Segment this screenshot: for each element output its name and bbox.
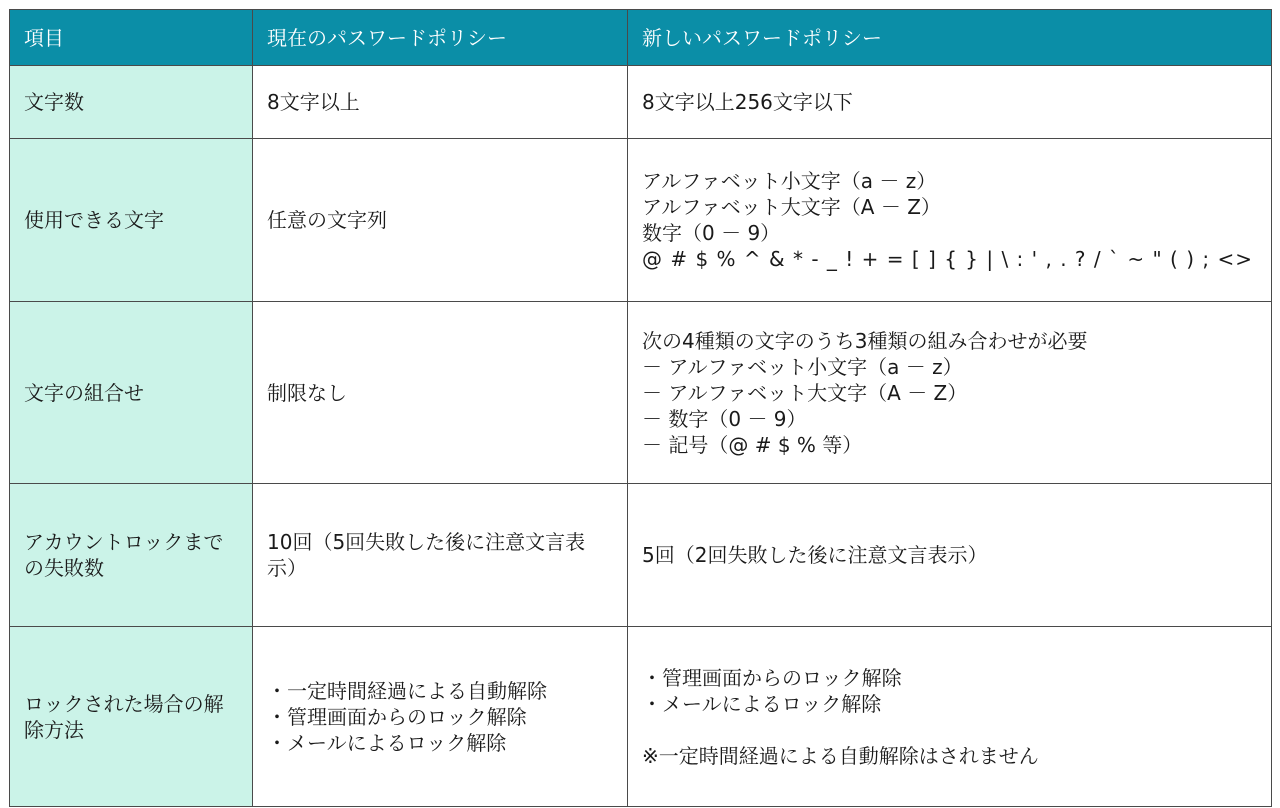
header-row [10, 10, 1272, 66]
row-label [10, 627, 253, 807]
current-value [253, 627, 628, 807]
new-value-note: ※一定時間経過による自動解除はされません [642, 743, 1039, 768]
header-current-policy: 現在のパスワードポリシー [253, 10, 628, 66]
current-value: 任意の文字列 [253, 139, 628, 302]
row-label [10, 484, 253, 627]
new-value-line: － アルファベット大文字（A － Z） [642, 380, 968, 405]
new-value-line: ・管理画面からのロック解除 [642, 665, 902, 690]
new-value-symbols-line: @ # $ % ^ & * - _ ! + = [ ] { } | \ : ' , . ? / ` ~ " ( ) ; <> [642, 247, 1253, 271]
new-value-line: アルファベット大文字（A － Z） [642, 195, 941, 219]
current-value: 制限なし [253, 302, 628, 484]
new-value-line: アルファベット小文字（a － z） [642, 169, 937, 193]
current-value-line: ・一定時間経過による自動解除 [267, 678, 547, 703]
row-label: 使用できる文字 [10, 139, 253, 302]
row-label-text: ロックされた場合の解除方法 [24, 691, 224, 742]
new-value-line: ・メールによるロック解除 [642, 691, 882, 716]
row-label: 文字数 [10, 66, 253, 139]
new-value-line: 5回（2回失敗した後に注意文言表示） [642, 543, 988, 567]
new-value [628, 627, 1272, 807]
new-value-line: 8文字以上256文字以下 [642, 90, 853, 114]
current-value [253, 484, 628, 627]
current-value: 8文字以上 [253, 66, 628, 139]
new-value [628, 302, 1272, 484]
header-item: 項目 [10, 10, 253, 66]
new-value [628, 484, 1272, 627]
line-spacer [642, 717, 1257, 743]
row-unlock-method [10, 627, 1272, 807]
new-value [628, 66, 1272, 139]
row-allowed-characters [10, 139, 1272, 302]
header-new-policy: 新しいパスワードポリシー [628, 10, 1272, 66]
row-lockout-threshold [10, 484, 1272, 627]
new-value-line: － 記号（@ # $ % 等） [642, 432, 863, 457]
current-value-line: ・管理画面からのロック解除 [267, 704, 527, 729]
current-value-text: 10回（5回失敗した後に注意文言表示） [267, 530, 586, 580]
new-value-line: － アルファベット小文字（a － z） [642, 354, 963, 379]
current-value-line: ・メールによるロック解除 [267, 730, 507, 755]
new-value [628, 139, 1272, 302]
row-label: 文字の組合せ [10, 302, 253, 484]
new-value-line: 数字（0 － 9） [642, 221, 781, 245]
row-character-count [10, 66, 1272, 139]
row-character-combination [10, 302, 1272, 484]
row-label-text: アカウントロックまでの失敗数 [24, 530, 224, 580]
new-value-line: － 数字（0 － 9） [642, 406, 807, 431]
password-policy-table [9, 9, 1272, 807]
new-value-line: 次の4種類の文字のうち3種類の組み合わせが必要 [642, 328, 1088, 353]
